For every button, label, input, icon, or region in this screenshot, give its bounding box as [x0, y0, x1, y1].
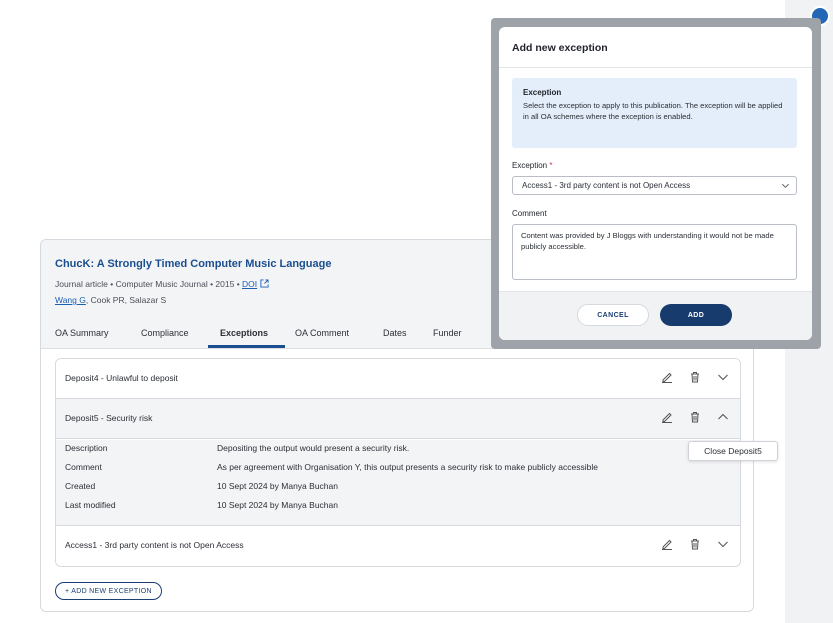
delete-icon[interactable] — [688, 537, 702, 551]
tooltip: Close Deposit5 — [688, 441, 778, 461]
tab-oa-comment[interactable]: OA Comment — [295, 328, 350, 338]
exception-label: Deposit5 - Security risk — [65, 413, 153, 423]
chevron-down-icon — [781, 181, 790, 190]
info-title: Exception — [523, 88, 562, 97]
publication-meta — [55, 279, 269, 289]
edit-icon[interactable] — [660, 410, 674, 424]
exception-actions — [660, 537, 730, 551]
cancel-button[interactable]: CANCEL — [577, 304, 649, 326]
exception-row-expanded[interactable] — [56, 399, 740, 439]
delete-icon[interactable] — [688, 410, 702, 424]
publication-title[interactable]: ChucK: A Strongly Timed Computer Music Language — [55, 258, 332, 270]
author-link[interactable]: Wang G — [55, 295, 86, 305]
exception-list — [55, 358, 741, 567]
external-link-icon — [260, 279, 269, 288]
add-new-exception-button[interactable]: + ADD NEW EXCEPTION — [55, 582, 162, 600]
detail-value: 10 Sept 2024 by Manya Buchan — [217, 500, 338, 510]
tab-compliance[interactable]: Compliance — [141, 328, 189, 338]
publication-authors — [55, 295, 166, 305]
exception-row[interactable] — [56, 526, 740, 566]
publication-meta-text: Journal article • Computer Music Journal • 2015 • — [55, 279, 243, 289]
detail-value: 10 Sept 2024 by Manya Buchan — [217, 481, 338, 491]
exception-select-value: Access1 - 3rd party content is not Open Access — [522, 181, 691, 190]
dialog-divider — [499, 67, 812, 68]
exception-label: Deposit4 - Unlawful to deposit — [65, 373, 178, 383]
exception-field-label — [512, 161, 553, 170]
chevron-down-icon[interactable] — [716, 537, 730, 551]
chevron-down-icon[interactable] — [716, 370, 730, 384]
detail-key: Description — [65, 443, 108, 453]
detail-value: As per agreement with Organisation Y, this output presents a security risk to make publicly accessible — [217, 462, 598, 472]
dialog-title: Add new exception — [512, 42, 608, 54]
comment-textarea[interactable]: Content was provided by J Bloggs with understanding it would not be made publicly accessible. — [512, 224, 797, 280]
exception-row[interactable] — [56, 359, 740, 399]
exception-select[interactable] — [512, 176, 797, 195]
exception-actions — [660, 370, 730, 384]
info-box — [512, 78, 797, 148]
delete-icon[interactable] — [688, 370, 702, 384]
tab-dates[interactable]: Dates — [383, 328, 407, 338]
tab-oa-summary[interactable]: OA Summary — [55, 328, 109, 338]
required-marker: * — [549, 161, 553, 170]
tab-exceptions[interactable]: Exceptions — [220, 328, 269, 338]
edit-icon[interactable] — [660, 370, 674, 384]
detail-key: Created — [65, 481, 96, 491]
edit-icon[interactable] — [660, 537, 674, 551]
info-text: Select the exception to apply to this publication. The exception will be applied in all OA schemes where the exception is enabled. — [523, 101, 783, 121]
comment-field-label: Comment — [512, 209, 547, 218]
detail-key: Last modified — [65, 500, 116, 510]
exception-actions — [660, 410, 730, 424]
detail-value: Depositing the output would present a security risk. — [217, 443, 410, 453]
exception-label: Access1 - 3rd party content is not Open Access — [65, 540, 244, 550]
add-exception-dialog — [499, 27, 812, 340]
exception-label-text: Exception — [512, 161, 548, 170]
dialog-footer — [499, 291, 812, 340]
chevron-up-icon[interactable] — [716, 410, 730, 424]
exception-details — [56, 440, 740, 526]
authors-rest: , Cook PR, Salazar S — [85, 295, 167, 305]
detail-key: Comment — [65, 462, 102, 472]
tab-funder[interactable]: Funder — [433, 328, 462, 338]
add-button[interactable]: ADD — [660, 304, 732, 326]
doi-link[interactable]: DOI — [242, 279, 258, 289]
active-tab-indicator — [208, 345, 285, 348]
